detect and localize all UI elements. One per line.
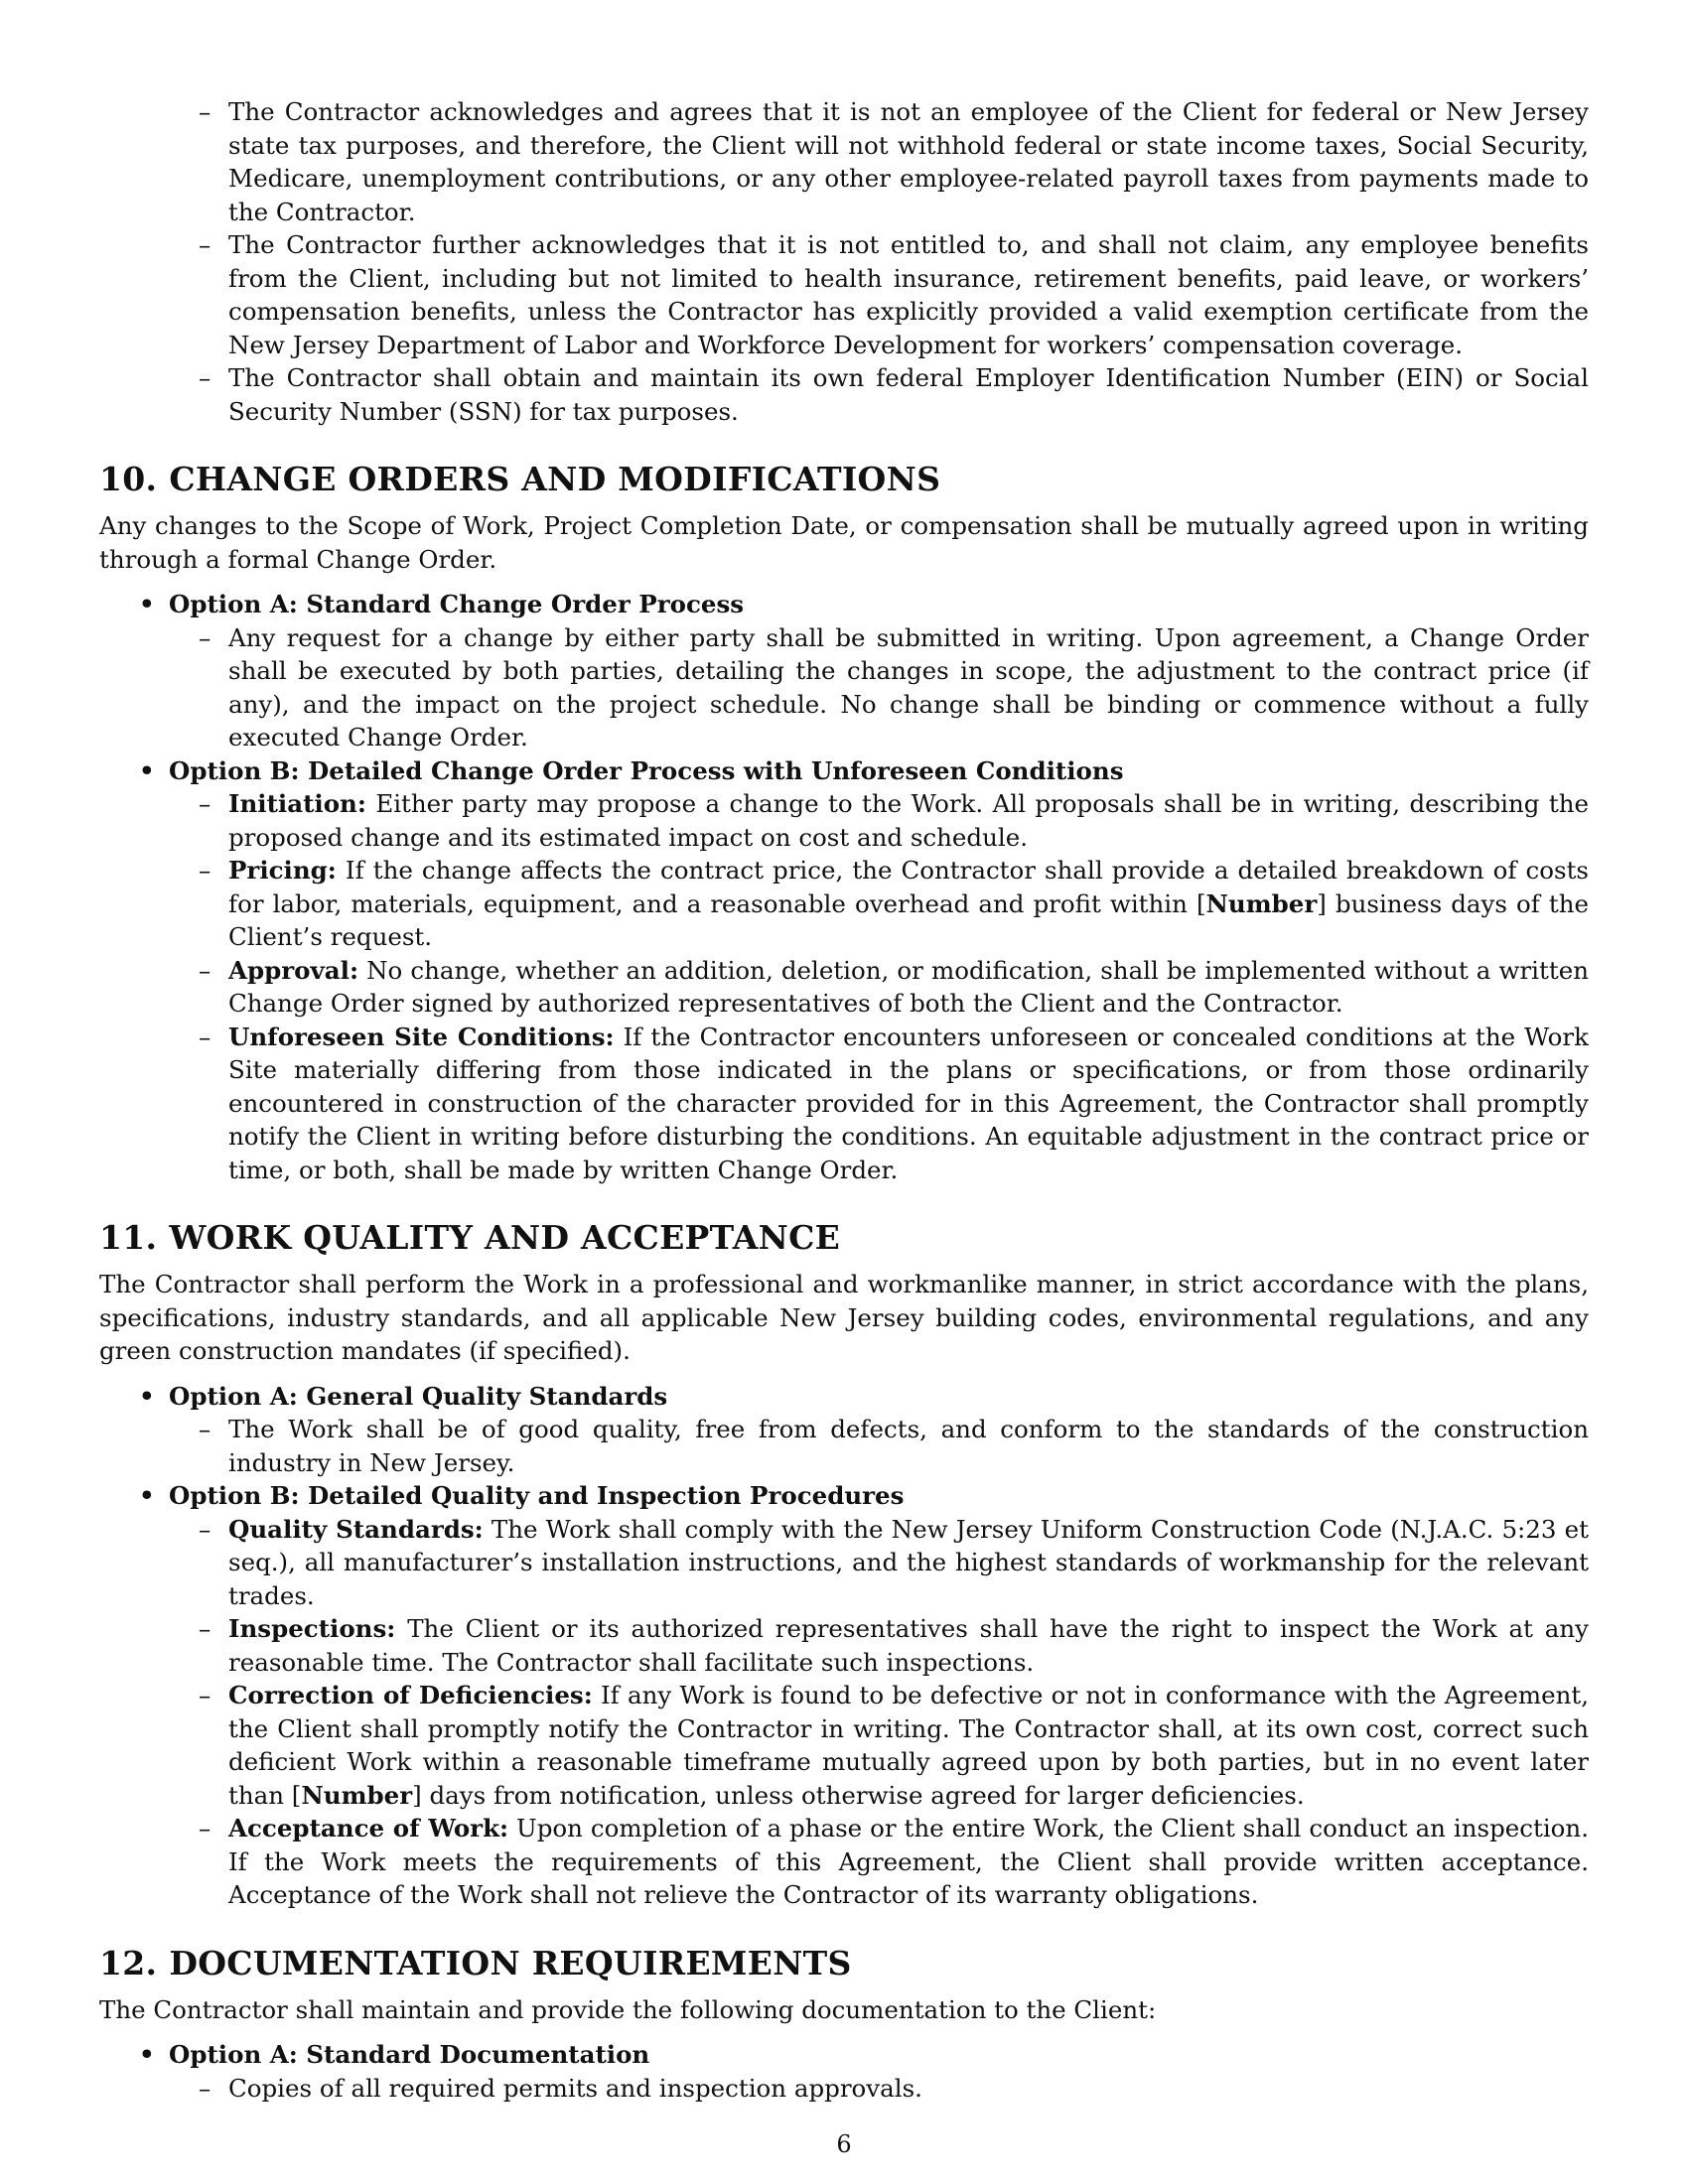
- term-text-tail: ] days from notification, unless otherwise agreed for larger deficiencies.: [412, 1780, 1305, 1810]
- dash-marker: –: [199, 1022, 211, 1051]
- list-item: [169, 1612, 1589, 1679]
- section-number: 12.: [99, 1943, 158, 1982]
- term-label: Correction of Deficiencies:: [228, 1681, 593, 1709]
- dash-marker: –: [199, 622, 211, 652]
- section-title: WORK QUALITY AND ACCEPTANCE: [169, 1218, 841, 1257]
- term-text: If any Work is found to be defective or not in conformance with the Agreement, the Client shall promptly notify the Contractor in writing. The Contractor shall, at its own cost, correct such deficient Work within a reasonable timeframe mutually agreed upon by both parties, but in no event later than [: [228, 1681, 1589, 1810]
- option-label: Option B: Detailed Quality and Inspection Procedures: [169, 1481, 905, 1510]
- section-number: 10.: [99, 460, 158, 498]
- dash-marker: –: [199, 363, 211, 392]
- option-items: [169, 1513, 1589, 1912]
- term-text: Either party may propose a change to the Work. All proposals shall be in writing, describing the proposed change and its estimated impact on cost and schedule.: [228, 789, 1589, 852]
- document-page: [99, 95, 1589, 2105]
- option-a: [99, 1380, 1589, 1480]
- term-label: Unforeseen Site Conditions:: [228, 1022, 615, 1051]
- dash-marker: –: [199, 2073, 211, 2103]
- dash-marker: –: [199, 1614, 211, 1643]
- list-item: [169, 1679, 1589, 1812]
- term-label: Approval:: [228, 955, 358, 985]
- section-12-intro: The Contractor shall maintain and provide the following documentation to the Client:: [99, 1994, 1157, 2024]
- bullet-marker: •: [139, 1481, 155, 1510]
- bullet-marker: •: [139, 2040, 155, 2069]
- list-item: [169, 621, 1589, 754]
- option-label: Option A: Standard Documentation: [169, 2040, 650, 2069]
- option-b: [99, 1479, 1589, 1912]
- page-number: 6: [836, 2130, 852, 2158]
- list-item: [169, 1513, 1589, 1613]
- list-item: [169, 954, 1589, 1021]
- bullet-marker: •: [139, 590, 155, 618]
- term-label: Inspections:: [228, 1614, 396, 1643]
- term-label: Pricing:: [228, 856, 337, 885]
- term-text: The Work shall comply with the New Jersey Uniform Construction Code (N.J.A.C. 5:23 et seq.), all manufacturer’s installation instructions, and the highest standards of workmanship for the relevant trades.: [228, 1514, 1589, 1610]
- term-label: Acceptance of Work:: [228, 1814, 509, 1843]
- term-text: No change, whether an addition, deletion, or modification, shall be implemented without a written Change Order signed by authorized representatives of both the Client and the Contractor.: [228, 955, 1589, 1018]
- term-text: Upon completion of a phase or the entire Work, the Client shall conduct an inspection. If the Work meets the requirements of this Agreement, the Client shall provide written acceptance. Acceptance of the Work shall not relieve the Contractor of its warranty obligations.: [228, 1814, 1589, 1909]
- bullet-marker: •: [139, 755, 155, 785]
- dash-marker: –: [199, 1681, 211, 1709]
- list-item-text: The Contractor acknowledges and agrees that it is not an employee of the Client for federal or New Jersey state tax purposes, and therefore, the Client will not withhold federal or state income taxes, Social Security, Medicare, unemployment contributions, or any other employee-related payroll taxes from payments made to the Contractor.: [228, 97, 1589, 226]
- list-item: [169, 787, 1589, 854]
- option-a: [99, 2038, 1589, 2105]
- dash-marker: –: [199, 789, 211, 818]
- section-12-options: [99, 2038, 1589, 2105]
- intro-dash-list: [99, 95, 1589, 428]
- option-items: [169, 621, 1589, 754]
- dash-marker: –: [199, 97, 211, 126]
- option-a: [99, 588, 1589, 754]
- list-item-text: The Contractor shall obtain and maintain its own federal Employer Identification Number (EIN) or Social Security Number (SSN) for tax purposes.: [228, 363, 1589, 426]
- section-11-heading: [99, 1218, 1589, 1258]
- placeholder-number: Number: [1205, 888, 1318, 918]
- option-items: [169, 787, 1589, 1186]
- placeholder-number: Number: [301, 1780, 413, 1810]
- option-label: Option A: General Quality Standards: [169, 1381, 668, 1411]
- dash-marker: –: [199, 230, 211, 259]
- section-number: 11.: [99, 1218, 158, 1257]
- dash-marker: –: [199, 1814, 211, 1843]
- section-10-options: [99, 588, 1589, 1186]
- list-item: [169, 2072, 1589, 2106]
- list-item-text: Copies of all required permits and inspection approvals.: [228, 2073, 922, 2103]
- list-item: [169, 1812, 1589, 1912]
- section-11-intro: The Contractor shall perform the Work in a professional and workmanlike manner, in strict accordance with the plans, specifications, industry standards, and all applicable New Jersey building codes, environmental regulations, and any green construction mandates (if specified).: [99, 1270, 1589, 1365]
- list-item-text: The Contractor further acknowledges that it is not entitled to, and shall not claim, any employee benefits from the Client, including but not limited to health insurance, retirement benefits, paid leave, or workers’ compensation benefits, unless the Contractor has explicitly provided a valid exemption certificate from the New Jersey Department of Labor and Workforce Development for workers’ compensation coverage.: [228, 230, 1589, 359]
- dash-marker: –: [199, 1514, 211, 1544]
- term-text: If the Contractor encounters unforeseen or concealed conditions at the Work Site materially differing from those indicated in the plans or specifications, or from those ordinarily encountered in construction of the character provided for in this Agreement, the Contractor shall promptly notify the Client in writing before disturbing the conditions. An equitable adjustment in the contract price or time, or both, shall be made by written Change Order.: [228, 1022, 1589, 1184]
- list-item: [169, 854, 1589, 954]
- list-item: [169, 1413, 1589, 1479]
- option-items: [169, 1413, 1589, 1479]
- list-item: [99, 228, 1589, 361]
- bullet-marker: •: [139, 1381, 155, 1411]
- section-title: DOCUMENTATION REQUIREMENTS: [169, 1943, 852, 1982]
- list-item: [99, 361, 1589, 428]
- section-11-options: [99, 1380, 1589, 1912]
- section-10-heading: [99, 460, 1589, 499]
- dash-marker: –: [199, 856, 211, 885]
- list-item: [99, 95, 1589, 228]
- option-b: [99, 754, 1589, 1187]
- list-item: [169, 1021, 1589, 1187]
- term-label: Initiation:: [228, 789, 366, 818]
- list-item-text: Any request for a change by either party shall be submitted in writing. Upon agreement, a Change Order shall be executed by both parties, detailing the changes in scope, the adjustment to the contract price (if any), and the impact on the project schedule. No change shall be binding or commence without a fully executed Change Order.: [228, 622, 1589, 751]
- dash-marker: –: [199, 955, 211, 985]
- term-text: If the change affects the contract price, the Contractor shall provide a detailed breakdown of costs for labor, materials, equipment, and a reasonable overhead and profit within [: [228, 856, 1589, 918]
- list-item-text: The Work shall be of good quality, free from defects, and conform to the standards of the construction industry in New Jersey.: [228, 1415, 1589, 1477]
- term-text-tail: ] business days of the Client’s request.: [228, 888, 1589, 951]
- section-12-heading: [99, 1944, 1589, 1983]
- option-label: Option A: Standard Change Order Process: [169, 590, 745, 618]
- section-title: CHANGE ORDERS AND MODIFICATIONS: [169, 460, 941, 498]
- option-items: [169, 2072, 1589, 2106]
- option-label: Option B: Detailed Change Order Process with Unforeseen Conditions: [169, 755, 1124, 785]
- dash-marker: –: [199, 1415, 211, 1443]
- section-10-intro: Any changes to the Scope of Work, Project Completion Date, or compensation shall be mutually agreed upon in writing through a formal Change Order.: [99, 511, 1589, 574]
- term-text: The Client or its authorized representatives shall have the right to inspect the Work at any reasonable time. The Contractor shall facilitate such inspections.: [228, 1614, 1589, 1677]
- term-label: Quality Standards:: [228, 1514, 484, 1544]
